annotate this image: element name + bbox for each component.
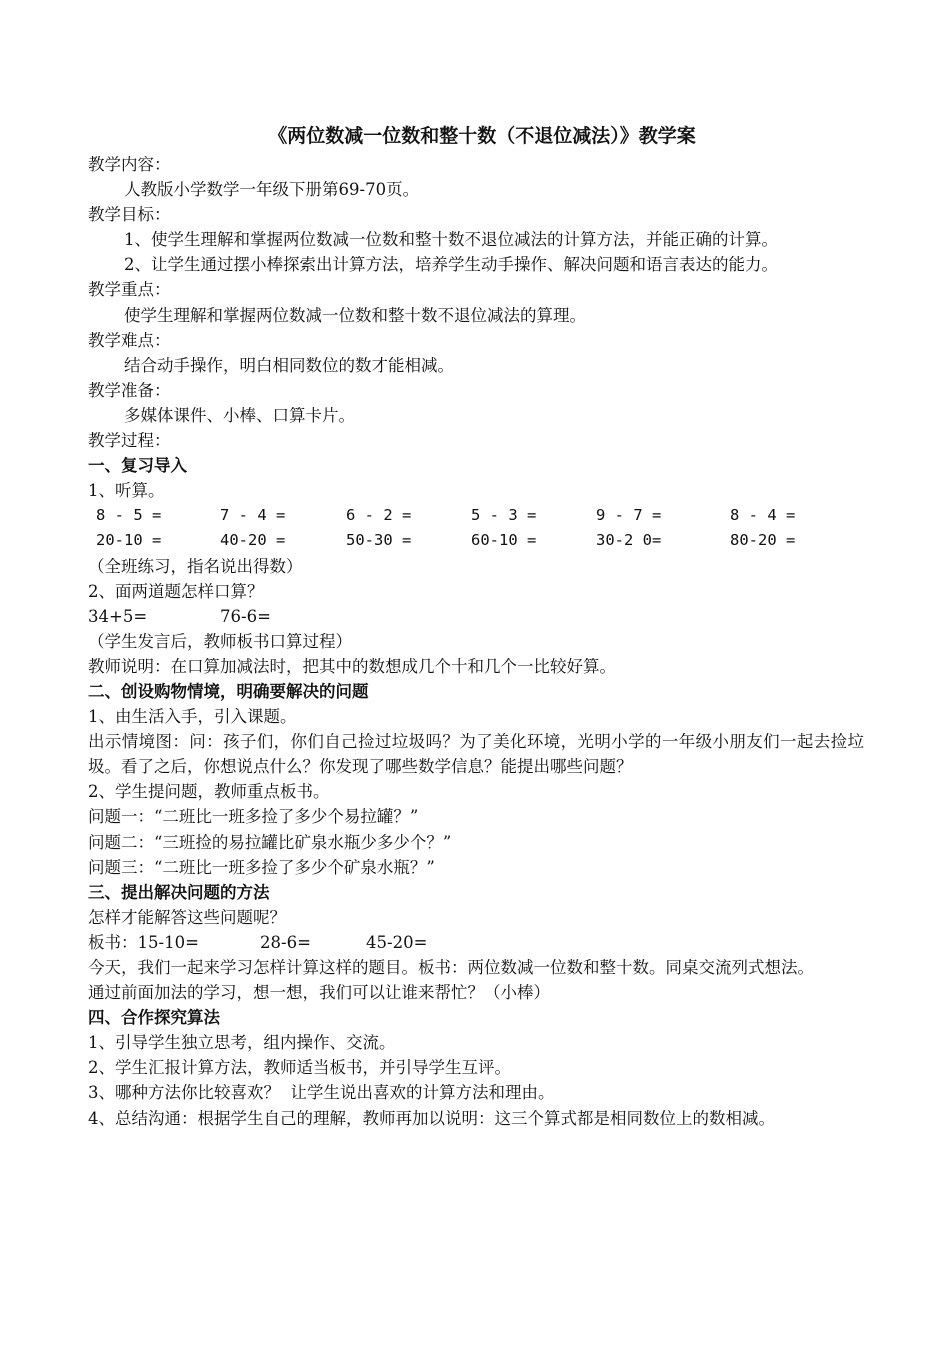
s2-question-1: 问题一：“二班比一班多捡了多少个易拉罐？” (88, 807, 419, 827)
process-label: 教学过程： (88, 431, 171, 451)
section-1-heading: 一、复习导入 (88, 456, 187, 476)
equation: 60-10 = (471, 531, 537, 550)
equation: 34+5= (88, 606, 148, 626)
section-2-heading: 二、创设购物情境，明确要解决的问题 (88, 681, 369, 701)
lesson-plan-document (88, 121, 864, 1131)
s4-item-4: 4、总结沟通：根据学生自己的理解，教师再加以说明：这三个算式都是相同数位上的数相减。 (88, 1108, 775, 1128)
s3-text-2: 今天，我们一起来学习怎样计算这样的题目。板书：两位数减一位数和整十数。同桌交流列式想法。 (88, 958, 814, 977)
key-text: 使学生理解和掌握两位数减一位数和整十数不退位减法的算理。 (124, 305, 586, 325)
s1-item-2: 2、面两道题怎样口算？ (88, 581, 264, 601)
s4-item-2: 2、学生汇报计算方法，教师适当板书，并引导学生互评。 (88, 1058, 511, 1078)
difficulty-label: 教学难点： (88, 330, 171, 350)
equation: 5 - 3 = (471, 506, 537, 525)
s2-scenario-text: 出示情境图：问：孩子们，你们自己捡过垃圾吗？为了美化环境，光明小学的一年级小朋友们一起去捡垃圾。看了之后，你想说点什么？你发现了哪些数学信息？能提出哪些问题？ (88, 732, 864, 777)
goal-1: 1、使学生理解和掌握两位数减一位数和整十数不退位减法的计算方法，并能正确的计算。 (124, 230, 778, 250)
board-equation: 45-20= (366, 932, 428, 952)
equation: 80-20 = (730, 531, 796, 550)
s2-question-2: 问题二：“三班捡的易拉罐比矿泉水瓶少多少个？” (88, 832, 452, 852)
document-title: 《两位数减一位数和整十数（不退位减法）》教学案 (268, 125, 696, 147)
board-equation: 28-6= (260, 932, 311, 952)
equation: 50-30 = (346, 531, 412, 550)
equation: 8 - 5 = (96, 506, 162, 525)
s1-item-1: 1、听算。 (88, 481, 165, 501)
equation: 6 - 2 = (346, 506, 412, 525)
goal-2: 2、让学生通过摆小棒探索出计算方法，培养学生动手操作、解决问题和语言表达的能力。 (124, 255, 778, 275)
s2-item-2: 2、学生提问题，教师重点板书。 (88, 782, 330, 802)
goals-label: 教学目标： (88, 205, 171, 225)
s1-teacher-note: 教师说明：在口算加减法时，把其中的数想成几个十和几个一比较好算。 (88, 656, 616, 676)
board-equation: 板书：15-10= (88, 932, 199, 952)
prep-text: 多媒体课件、小棒、口算卡片。 (124, 405, 355, 425)
equation: 20-10 = (96, 531, 162, 550)
equation: 7 - 4 = (220, 506, 286, 525)
mental-math-row-2 (88, 528, 864, 553)
section-3-heading: 三、提出解决问题的方法 (88, 882, 270, 902)
s2-question-3: 问题三：“二班比一班多捡了多少个矿泉水瓶？” (88, 857, 435, 877)
equation: 76-6= (220, 606, 271, 626)
equation: 30-2 0= (596, 531, 662, 550)
equation: 40-20 = (220, 531, 286, 550)
s4-item-3: 3、哪种方法你比较喜欢？ 让学生说出喜欢的计算方法和理由。 (88, 1083, 555, 1103)
s3-text-3: 通过前面加法的学习，想一想，我们可以让谁来帮忙？（小棒） (88, 983, 550, 1003)
equation: 8 - 4 = (730, 506, 796, 525)
s3-board (88, 930, 864, 955)
mental-math-row-1 (88, 503, 864, 528)
section-4-heading: 四、合作探究算法 (88, 1008, 220, 1028)
equation: 9 - 7 = (596, 506, 662, 525)
content-text: 人教版小学数学一年级下册第69-70页。 (124, 180, 420, 200)
prep-label: 教学准备： (88, 380, 171, 400)
s3-text-1: 怎样才能解答这些问题呢？ (88, 907, 286, 927)
content-label: 教学内容： (88, 155, 171, 174)
s4-item-1: 1、引导学生独立思考，组内操作、交流。 (88, 1033, 396, 1053)
key-label: 教学重点： (88, 280, 171, 300)
s2-item-1: 1、由生活入手，引入课题。 (88, 707, 297, 727)
difficulty-text: 结合动手操作，明白相同数位的数才能相减。 (124, 355, 454, 375)
s1-equations (88, 604, 864, 629)
s1-note-1: （全班练习，指名说出得数） (88, 556, 303, 576)
s1-note-2: （学生发言后，教师板书口算过程） (88, 631, 352, 651)
